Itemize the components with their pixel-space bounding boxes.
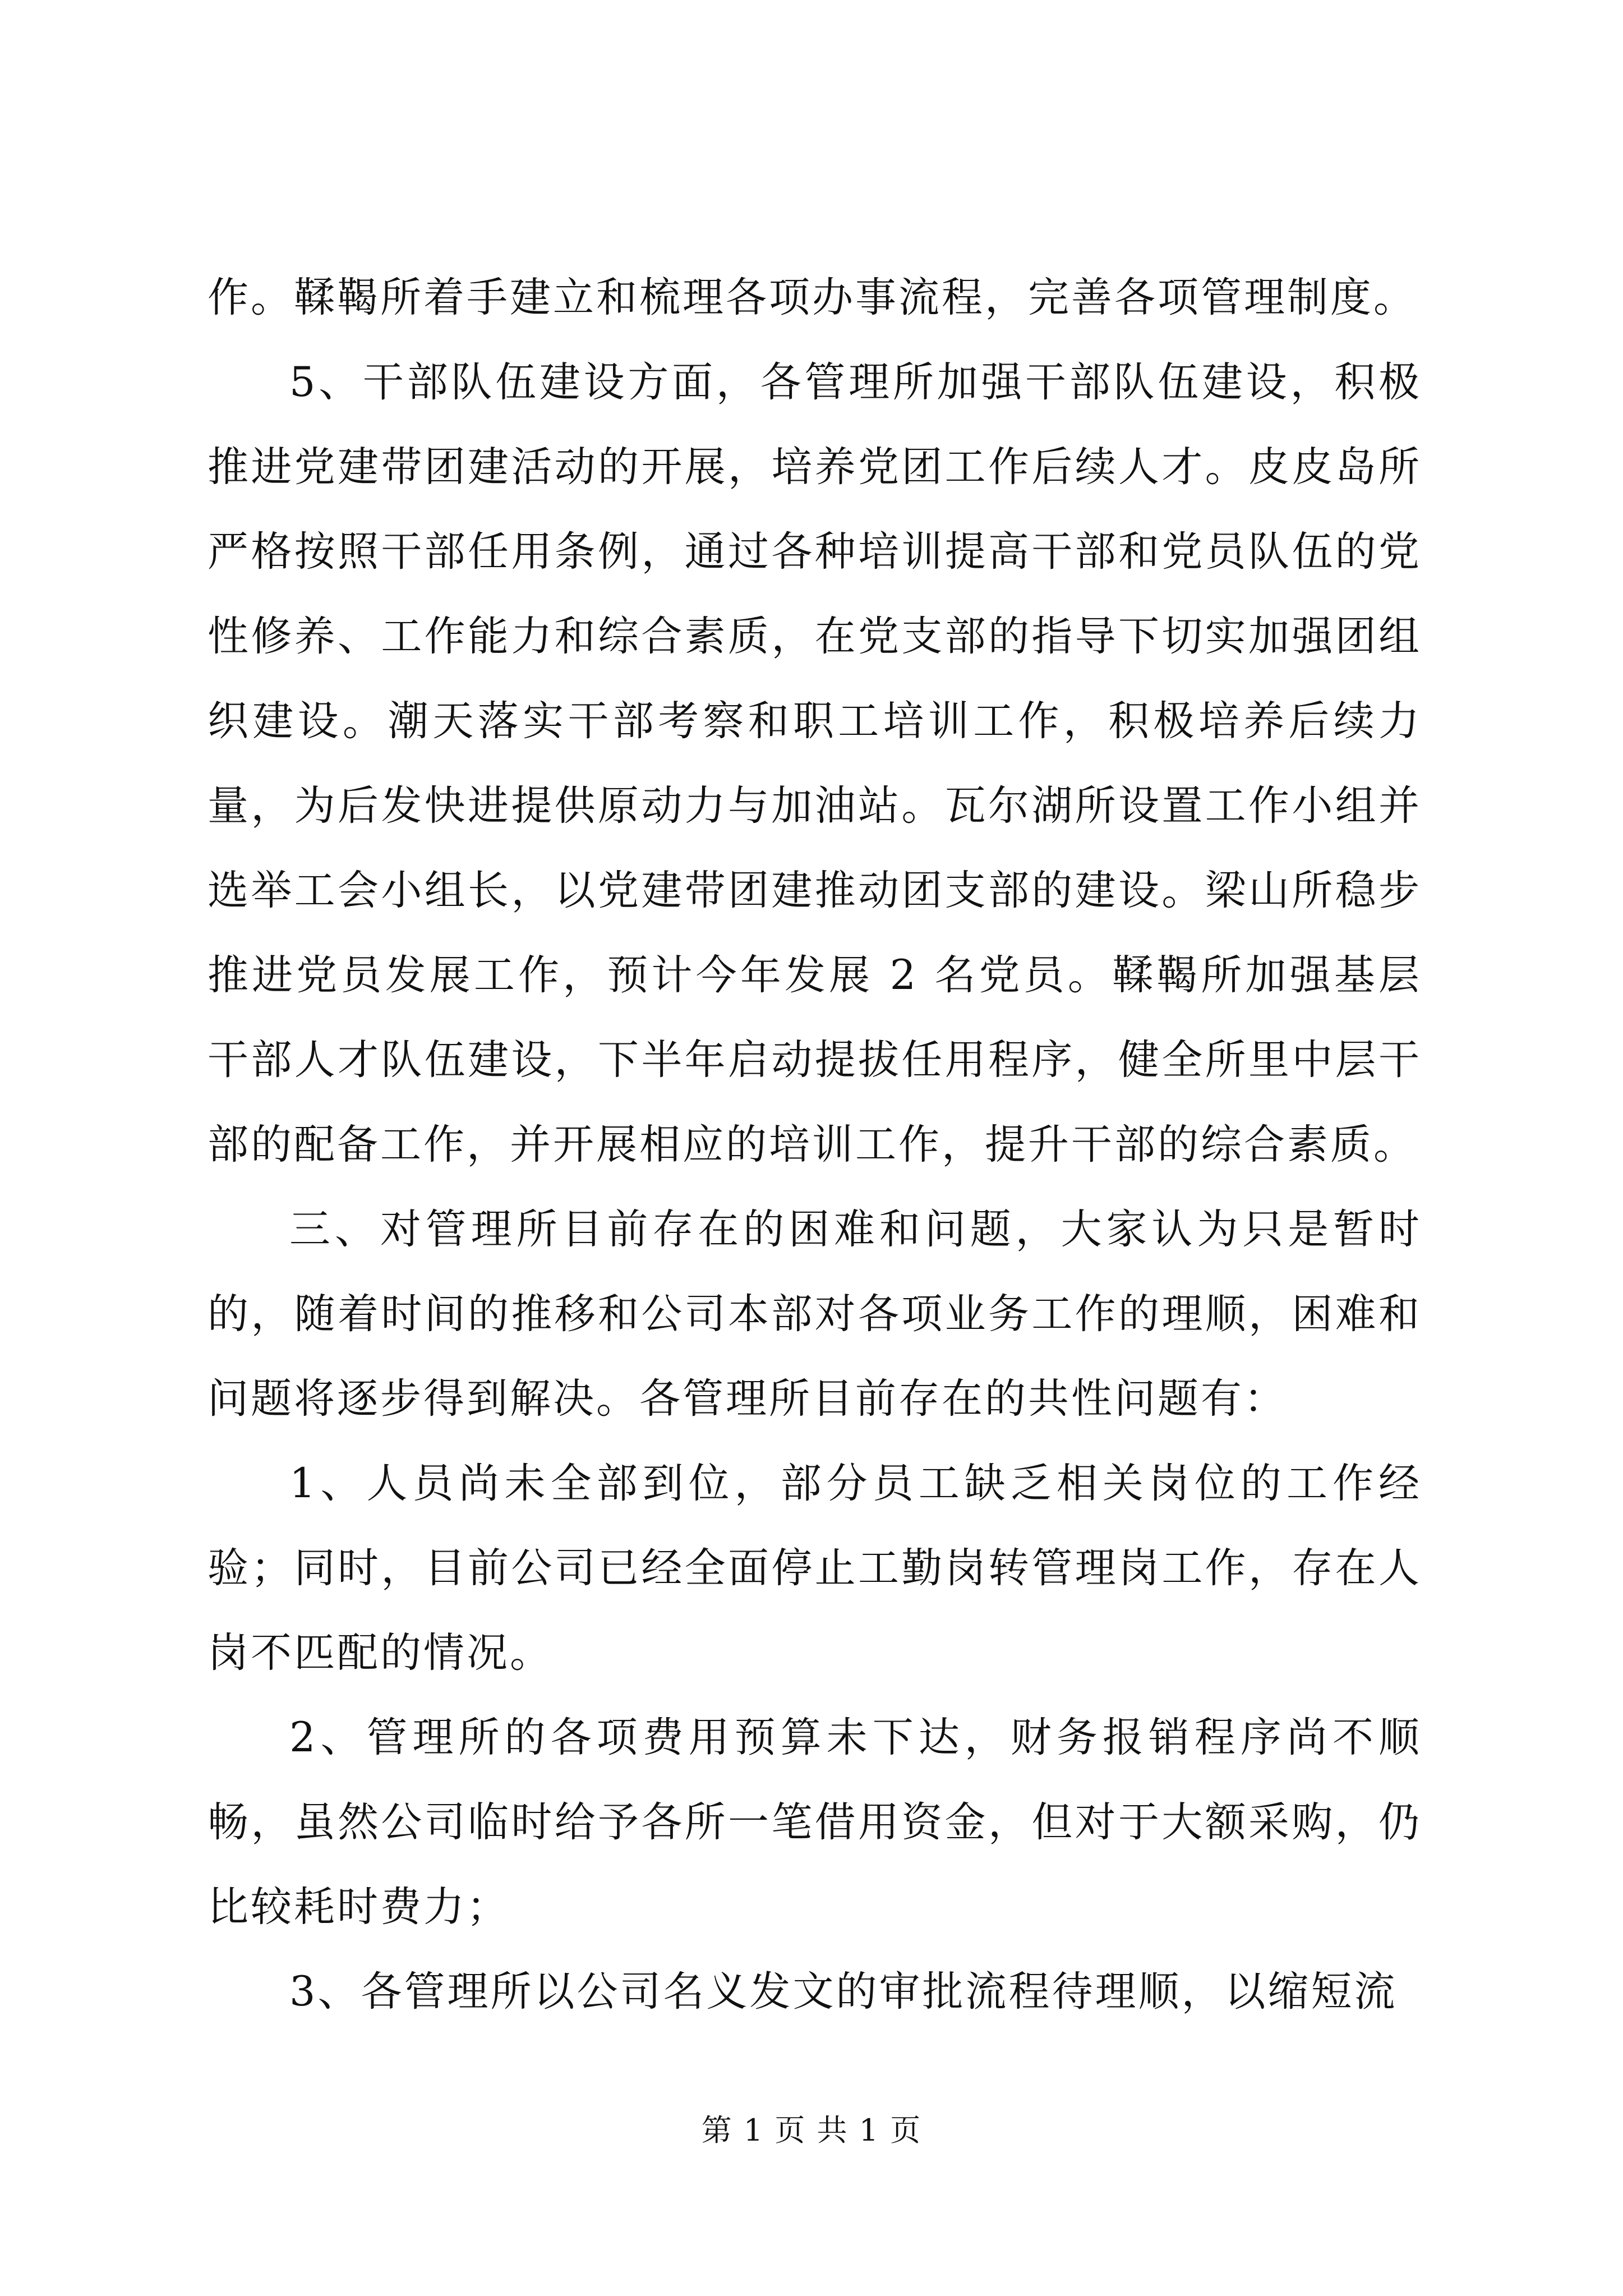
paragraph-issue-3-approval: 3、各管理所以公司名义发文的审批流程待理顺，以缩短流 xyxy=(289,1968,1398,2016)
paragraph-cadre-team-building: 5、干部队伍建设方面，各管理所加强干部队伍建设，积极推进党建带团建活动的开展，培养党团工作后续人才。皮皮岛所严格按照干部任用条例，通过各种培训提高干部和党员队伍的党性修养、工作能力和综合素质，在党支部的指导下切实加强团组织建设。潮天落实干部考察和职工培训工作，积极培养后续力量，为后发快进提供原动力与加油站。瓦尔湖所设置工作小组并选举工会小组长，以党建带团建推动团支部的建设。梁山所稳步推进党员发展工作，预计今年发展 2 名党员。鞣鞨所加强基层干部人才队伍建设，下半年启动提拔任用程序，健全所里中层干部的配备工作，并开展相应的培训工作，提升干部的综合素质。 xyxy=(208,358,1422,1168)
paragraph-continuation: 作。鞣鞨所着手建立和梳理各项办事流程，完善各项管理制度。 xyxy=(208,274,1417,321)
paragraph-issue-2-budget: 2、管理所的各项费用预算未下达，财务报销程序尚不顺畅，虽然公司临时给予各所一笔借用资金，但对于大额采购，仍比较耗时费力； xyxy=(208,1714,1422,1931)
page-footer: 第 1 页 共 1 页 xyxy=(701,2113,922,2148)
paragraph-section-three-intro: 三、对管理所目前存在的困难和问题，大家认为只是暂时的，随着时间的推移和公司本部对各项业务工作的理顺，困难和问题将逐步得到解决。各管理所目前存在的共性问题有： xyxy=(208,1205,1422,1423)
document-body xyxy=(208,255,1422,2034)
paragraph-issue-1-staffing: 1、人员尚未全部到位，部分员工缺乏相关岗位的工作经验；同时，目前公司已经全面停止工勤岗转管理岗工作，存在人岗不匹配的情况。 xyxy=(208,1460,1422,1677)
